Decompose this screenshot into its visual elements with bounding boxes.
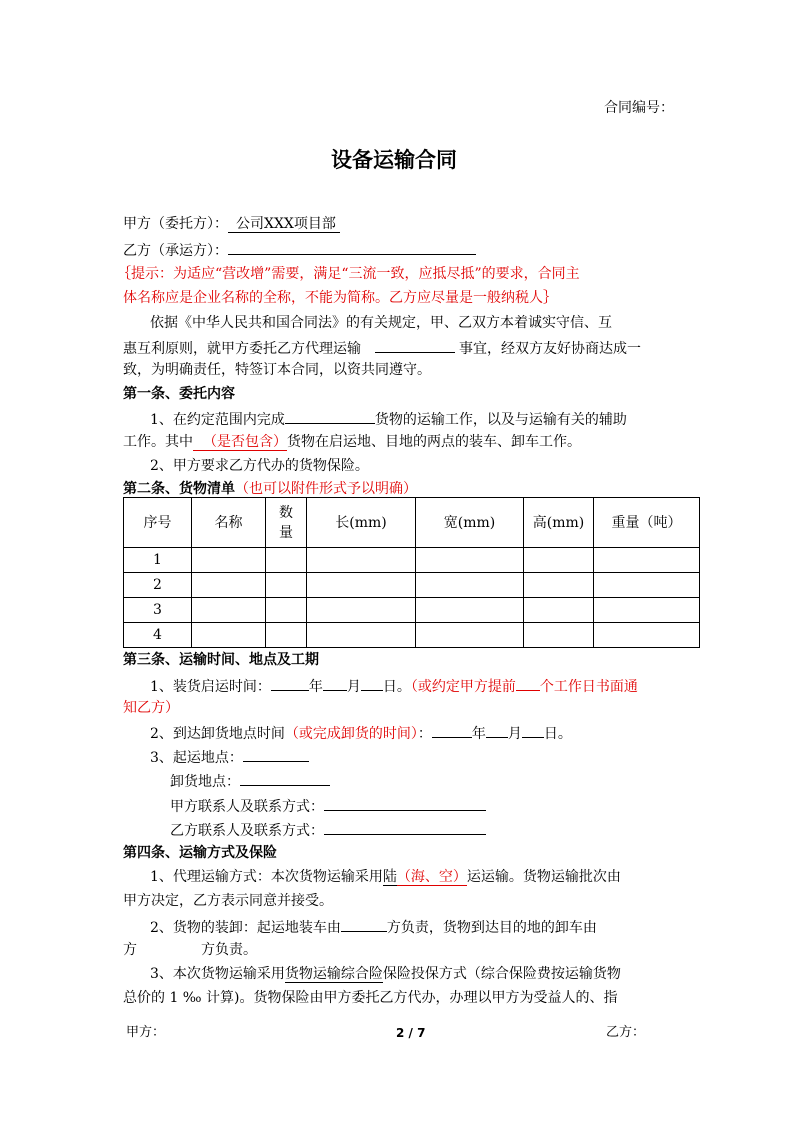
contract-number-label: 合同编号： [604,100,674,116]
table-header-row [124,498,700,548]
party-b-line [123,239,476,261]
notice-days-blank [516,675,540,691]
row-number: 2 [124,573,192,598]
table-cell [416,623,524,648]
goods-table [123,497,700,648]
party-b-blank [228,239,476,255]
table-header-cell: 长(mm) [307,498,416,548]
table-cell [307,598,416,623]
origin-blank [243,746,309,762]
article-1-heading: 第一条、委托内容 [123,386,235,402]
article-3-p1-line2: 知乙方） [123,700,179,716]
table-cell [594,573,700,598]
article-3-p1-line1: 1、装货启运时间： 年 月 日。（或约定甲方提前 个工作日书面通 [150,675,638,697]
table-cell [266,573,307,598]
party-b-contact-blank [324,819,486,835]
table-header-cell [266,498,307,548]
table-cell [266,623,307,648]
article-4-p3-line2: 总价的 1 ‰ 计算)。货物保险由甲方委托乙方代办，办理以甲方为受益人的、指 [123,990,618,1006]
table-cell [524,623,594,648]
table-row [124,598,700,623]
table-cell [192,598,266,623]
month-blank [486,722,508,738]
party-a-contact: 甲方联系人及联系方式： [170,795,486,817]
row-number: 1 [124,548,192,573]
article-2-heading-line [123,479,417,499]
table-row [124,623,700,648]
footer-party-a: 甲方： [126,1025,166,1040]
include-option: （是否包含） [193,434,287,451]
page-title: 设备运输合同 [331,148,457,172]
intro-line-2: 惠互利原则，就甲方委托乙方代理运输 事宜，经双方友好协商达成一 [123,337,641,359]
party-b-contact: 乙方联系人及联系方式： [170,819,486,841]
table-cell [266,548,307,573]
month-blank [323,675,347,691]
party-b-label: 乙方（承运方）： [123,243,228,259]
table-header-cell: 序号 [124,498,192,548]
table-cell [594,548,700,573]
table-cell [307,573,416,598]
row-number: 4 [124,623,192,648]
table-header-cell: 宽(mm) [416,498,524,548]
intro-line-1: 依据《中华人民共和国合同法》的有关规定，甲、乙双方本着诚实守信、互 [150,315,612,331]
table-header-cell: 名称 [192,498,266,548]
table-cell [416,548,524,573]
table-cell [192,573,266,598]
table-cell [192,623,266,648]
year-blank [271,675,309,691]
article-4-p3-line1: 3、本次货物运输采用货物运输综合险保险投保方式（综合保险费按运输货物 [150,966,621,982]
table-cell [524,573,594,598]
article-1-p1-line2: 工作。其中 （是否包含）货物在启运地、目地的两点的装车、卸车工作。 [123,434,581,450]
article-2-note: （也可以附件形式予以明确） [235,481,417,497]
article-4-p2-line2: 方 方负责。 [123,942,257,958]
table-cell [524,548,594,573]
article-1-p2: 2、甲方要求乙方代办的货物保险。 [150,458,369,474]
party-a-contact-blank [324,795,486,811]
party-a-value: 公司XXX项目部 [228,216,340,233]
table-cell [594,623,700,648]
unload-blank [240,770,330,786]
article-4-p1-line1: 1、代理运输方式：本次货物运输采用陆（海、空）运运输。货物运输批次由 [150,869,621,885]
article-4-p2-line1: 2、货物的装卸：起运地装车由 方负责，货物到达目的地的卸车由 [150,916,597,938]
article-4-p1-line2: 甲方决定，乙方表示同意并接受。 [123,893,333,909]
page-number: 2 / 7 [396,1026,426,1040]
article-3-p3: 3、起运地点： [150,746,309,768]
day-blank [522,722,544,738]
goods-blank [285,408,375,424]
hint-line-2: 体名称应是企业名称的全称，不能为简称。乙方应尽量是一般纳税人｝ [123,290,557,306]
table-cell [594,598,700,623]
table-row [124,573,700,598]
table-cell [266,598,307,623]
loader-blank [341,916,387,932]
year-blank [432,722,472,738]
table-header-cell: 高(mm) [524,498,594,548]
table-cell [524,598,594,623]
hint-line-1: ｛提示：为适应“营改增”需要，满足“三流一致，应抵尽抵”的要求，合同主 [117,266,580,282]
intro-line-3: 致，为明确责任，特签订本合同，以资共同遵守。 [123,362,431,378]
row-number: 3 [124,598,192,623]
quantity-header: 数量 [279,504,293,541]
article-3-heading: 第三条、运输时间、地点及工期 [123,652,319,668]
article-4-heading: 第四条、运输方式及保险 [123,845,277,861]
article-1-p1-line1: 1、在约定范围内完成 货物的运输工作，以及与运输有关的辅助 [150,408,627,430]
table-cell [307,548,416,573]
table-cell [307,623,416,648]
party-a-label: 甲方（委托方）： [123,216,228,232]
intro-blank [375,337,455,353]
article-2-heading: 第二条、货物清单 [123,481,235,497]
party-a-line [123,214,340,234]
table-cell [192,548,266,573]
footer-party-b: 乙方： [606,1025,646,1040]
article-3-p2: 2、到达卸货地点时间（或完成卸货的时间）： 年 月 日。 [150,722,572,744]
table-cell [416,598,524,623]
unload-location: 卸货地点： [170,770,330,792]
table-cell [416,573,524,598]
table-row [124,548,700,573]
table-header-cell: 重量（吨） [594,498,700,548]
day-blank [361,675,383,691]
